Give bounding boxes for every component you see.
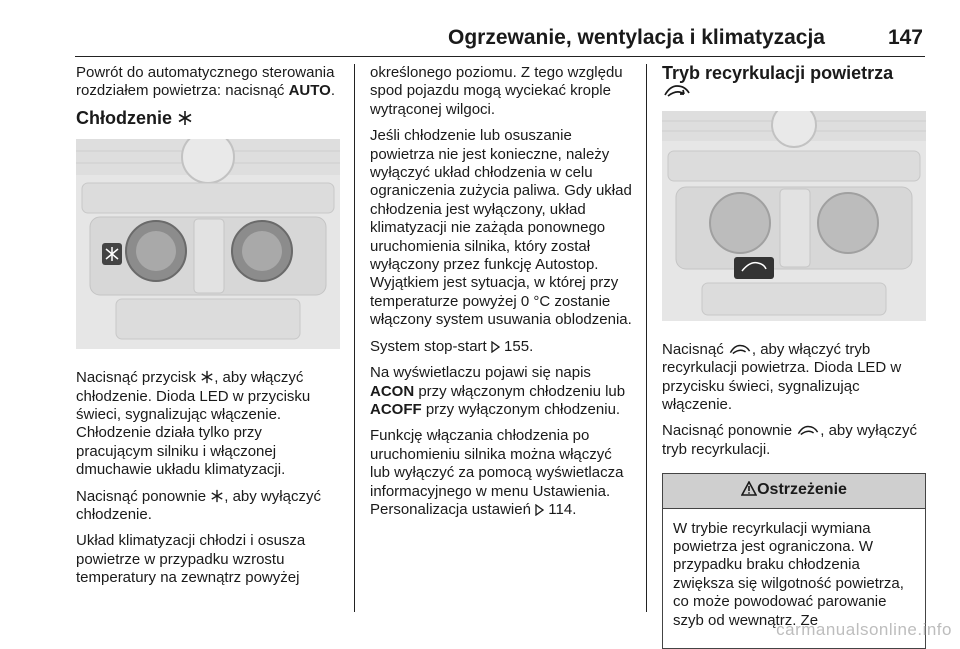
page-reference[interactable]: 114 <box>548 500 573 518</box>
warning-text: W trybie recyrkulacji wymiana powietrza jest ograniczona. W przypadku braku chłodzenia zwiększa się wilgotność powietrza, co może powodować parowanie szyb od wewnątrz. Ze <box>673 519 904 629</box>
paragraph-moisture: określonego poziomu. Z tego względu spod pojazdu mogą wyciekać krople wytrąconej wilgoci. <box>370 64 623 118</box>
column-divider-1 <box>354 64 355 612</box>
recirculation-icon <box>796 424 820 437</box>
paragraph-settings: Funkcję włączania chłodzenia po uruchomieniu silnika można włączyć lub wyłączyć za pomocą wyświetlacza informacyjnego w menu Ustawienia. Personalizacja ustawień 114. <box>370 427 624 518</box>
paragraph-cooling-on: Nacisnąć przycisk , aby włączyć chłodzenie. Dioda LED w przycisku świeci, sygnalizując włączenie. Chłodzenie działa tylko przy pracującym silniku i włączonej dmuchawie układu klimatyzacji. <box>76 369 311 479</box>
auto-label: AUTO <box>288 82 331 100</box>
column-1 <box>76 64 340 596</box>
page-header <box>75 22 925 57</box>
climate-panel-figure-recirculation <box>662 111 926 321</box>
warning-title: Ostrzeżenie <box>757 481 847 499</box>
paragraph-ac-dries: Układ klimatyzacji chłodzi i osusza powietrze w przypadku wzrostu temperatury na zewnątrz powyżej <box>76 532 306 587</box>
section-heading-cooling: Chłodzenie <box>76 109 340 127</box>
section-heading-recirculation: Tryb recyrkulacji powietrza <box>662 64 926 101</box>
paragraph-acon: Na wyświetlaczu pojawi się napis ACON przy włączonym chłodzeniu lub ACOFF przy wyłączonym chłodzeniu. <box>370 364 626 418</box>
column-3 <box>662 64 926 649</box>
acoff-label: ACOFF <box>370 400 422 418</box>
climate-panel-figure-cooling <box>76 139 340 349</box>
page-reference[interactable]: 155 <box>504 337 530 355</box>
triangle-ref-icon <box>491 341 500 353</box>
paragraph-recirc-on: Nacisnąć , aby włączyć tryb recyrkulacji powietrza. Dioda LED w przycisku świeci, sygnalizując włączenie. <box>662 340 902 414</box>
page-number: 147 <box>887 26 923 49</box>
warning-icon <box>741 481 757 496</box>
watermark: carmanualsonline.info <box>776 620 952 639</box>
paragraph-recirc-off: Nacisnąć ponownie , aby wyłączyć tryb recyrkulacji. <box>662 422 917 458</box>
recirculation-icon <box>728 343 752 356</box>
paragraph-fuel: Jeśli chłodzenie lub osuszanie powietrza nie jest konieczne, należy wyłączyć układ chłodzenia w celu ograniczenia zużycia paliwa. Gdy układ chłodzenia jest wyłączony, układ klimatyzacji nie zażąda ponownego uruchomienia silnika, który został wyłączony przez funkcję Autostop. Wyjątkiem jest sytuacja, w której przy temperaturze powyżej 0 °C zostanie włączony system usuwania oblodzenia. <box>370 127 632 329</box>
paragraph-cooling-off: Nacisnąć ponownie , aby wyłączyć chłodzenie. <box>76 487 321 524</box>
recirculation-icon <box>662 83 692 99</box>
acon-label: ACON <box>370 382 415 400</box>
triangle-ref-icon <box>535 504 544 516</box>
snowflake-icon <box>200 370 214 384</box>
paragraph-stop-start: System stop-start 155. <box>370 337 534 355</box>
column-divider-2 <box>646 64 647 612</box>
snowflake-icon <box>177 110 193 126</box>
snowflake-icon <box>210 489 224 503</box>
column-2 <box>370 64 632 527</box>
paragraph-auto: Powrót do automatycznego sterowania rozdziałem powietrza: nacisnąć AUTO. <box>76 64 335 100</box>
page-title: Ogrzewanie, wentylacja i klimatyzacja <box>447 26 825 49</box>
warning-header <box>663 474 925 508</box>
